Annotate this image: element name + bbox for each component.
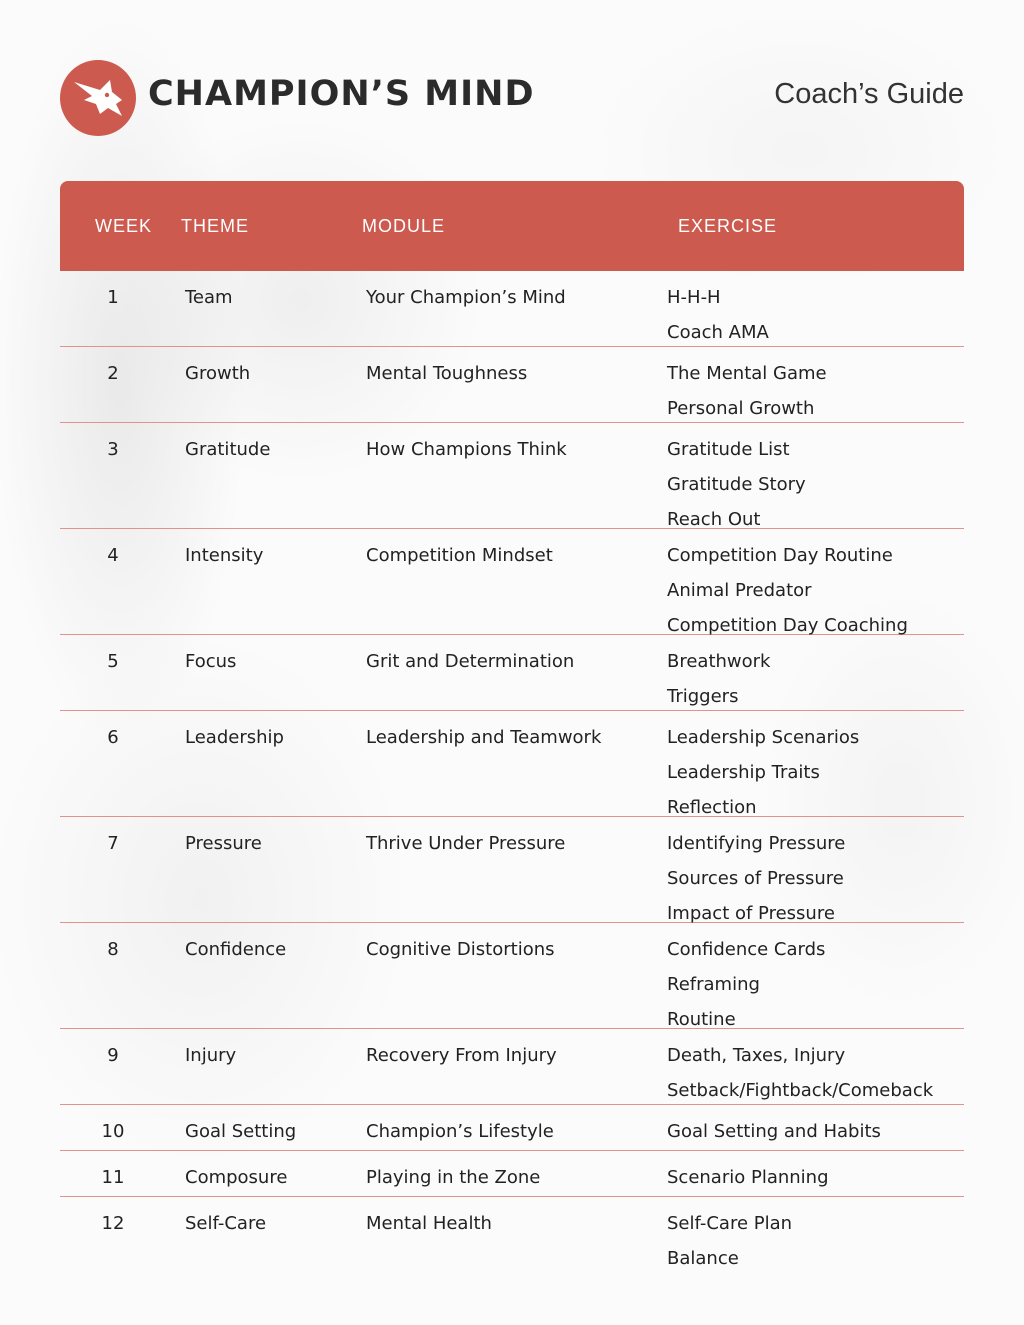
exercise-item: Routine: [667, 1009, 736, 1030]
week-number: 1: [107, 287, 119, 308]
column-header-theme: THEME: [181, 216, 249, 236]
exercise-item: The Mental Game: [667, 363, 827, 384]
module-cell: Thrive Under Pressure: [366, 833, 566, 854]
week-number: 11: [101, 1167, 125, 1188]
exercise-cell: [667, 1160, 829, 1195]
exercise-item: Setback/Fightback/Comeback: [667, 1080, 934, 1101]
table-row: [60, 817, 964, 923]
table-row: [60, 635, 964, 711]
theme-cell: Goal Setting: [185, 1121, 297, 1142]
week-number: 2: [107, 363, 119, 384]
column-header-exercise: EXERCISE: [678, 216, 778, 236]
week-number: 12: [101, 1213, 125, 1234]
table-row: [60, 923, 964, 1029]
exercise-item: Confidence Cards: [667, 939, 826, 960]
exercise-item: Animal Predator: [667, 580, 812, 601]
table-row: [60, 711, 964, 817]
module-cell: Competition Mindset: [366, 545, 553, 566]
exercise-cell: [667, 720, 859, 825]
theme-cell: Injury: [185, 1045, 237, 1066]
exercise-item: Breathwork: [667, 651, 771, 672]
exercise-item: Balance: [667, 1248, 739, 1269]
theme-cell: Pressure: [185, 833, 262, 854]
exercise-item: Competition Day Routine: [667, 545, 893, 566]
week-number: 10: [101, 1121, 125, 1142]
exercise-cell: [667, 432, 806, 537]
theme-cell: Confidence: [185, 939, 287, 960]
table-header: [60, 181, 964, 271]
module-cell: Champion’s Lifestyle: [366, 1121, 554, 1142]
module-cell: Your Champion’s Mind: [366, 287, 566, 308]
theme-cell: Growth: [185, 363, 251, 384]
table-row: [60, 423, 964, 529]
page-subtitle: Coach’s Guide: [774, 78, 964, 110]
module-cell: Cognitive Distortions: [366, 939, 555, 960]
exercise-cell: [667, 538, 908, 643]
exercise-cell: [667, 826, 845, 931]
exercise-item: Reflection: [667, 797, 757, 818]
exercise-item: Triggers: [667, 686, 739, 707]
exercise-cell: [667, 644, 770, 714]
week-number: 6: [107, 727, 119, 748]
week-number: 4: [107, 545, 119, 566]
exercise-cell: [667, 1206, 792, 1276]
exercise-cell: [667, 356, 827, 426]
week-number: 7: [107, 833, 119, 854]
module-cell: Mental Health: [366, 1213, 492, 1234]
exercise-item: Identifying Pressure: [667, 833, 846, 854]
module-cell: Grit and Determination: [366, 651, 575, 672]
exercise-item: Impact of Pressure: [667, 903, 835, 924]
exercise-item: Gratitude Story: [667, 474, 806, 495]
exercise-item: Self-Care Plan: [667, 1213, 793, 1234]
exercise-item: Reframing: [667, 974, 760, 995]
exercise-item: Personal Growth: [667, 398, 815, 419]
exercise-item: Scenario Planning: [667, 1167, 829, 1188]
table-row: [60, 1029, 964, 1105]
theme-cell: Intensity: [185, 545, 264, 566]
table-row: [60, 1105, 964, 1151]
table-row: [60, 271, 964, 347]
exercise-item: Reach Out: [667, 509, 761, 530]
module-cell: How Champions Think: [366, 439, 567, 460]
module-cell: Mental Toughness: [366, 363, 528, 384]
exercise-item: Leadership Scenarios: [667, 727, 860, 748]
exercise-item: Competition Day Coaching: [667, 615, 908, 636]
week-number: 3: [107, 439, 119, 460]
theme-cell: Team: [185, 287, 233, 308]
theme-cell: Gratitude: [185, 439, 271, 460]
exercise-item: Coach AMA: [667, 322, 769, 343]
exercise-cell: [667, 932, 825, 1037]
exercise-item: Gratitude List: [667, 439, 790, 460]
exercise-item: Leadership Traits: [667, 762, 820, 783]
module-cell: Leadership and Teamwork: [366, 727, 602, 748]
theme-cell: Composure: [185, 1167, 288, 1188]
page-header: [60, 58, 964, 138]
exercise-item: Goal Setting and Habits: [667, 1121, 881, 1142]
table-body: [60, 271, 964, 1272]
exercise-cell: [667, 1038, 933, 1108]
week-number: 9: [107, 1045, 119, 1066]
theme-cell: Self-Care: [185, 1213, 267, 1234]
table-row: [60, 1151, 964, 1197]
theme-cell: Leadership: [185, 727, 284, 748]
module-cell: Recovery From Injury: [366, 1045, 557, 1066]
schedule-table: [60, 181, 964, 1272]
table-row: [60, 347, 964, 423]
table-row: [60, 1197, 964, 1272]
exercise-item: H-H-H: [667, 287, 721, 308]
exercise-cell: [667, 280, 769, 350]
table-row: [60, 529, 964, 635]
theme-cell: Focus: [185, 651, 237, 672]
module-cell: Playing in the Zone: [366, 1167, 541, 1188]
exercise-item: Death, Taxes, Injury: [667, 1045, 846, 1066]
exercise-item: Sources of Pressure: [667, 868, 844, 889]
bird-head-icon: [60, 60, 136, 136]
column-header-week: WEEK: [95, 216, 153, 236]
column-header-module: MODULE: [362, 216, 446, 236]
exercise-cell: [667, 1114, 881, 1149]
week-number: 5: [107, 651, 119, 672]
week-number: 8: [107, 939, 119, 960]
brand-title: CHAMPION’S MIND: [148, 74, 535, 114]
